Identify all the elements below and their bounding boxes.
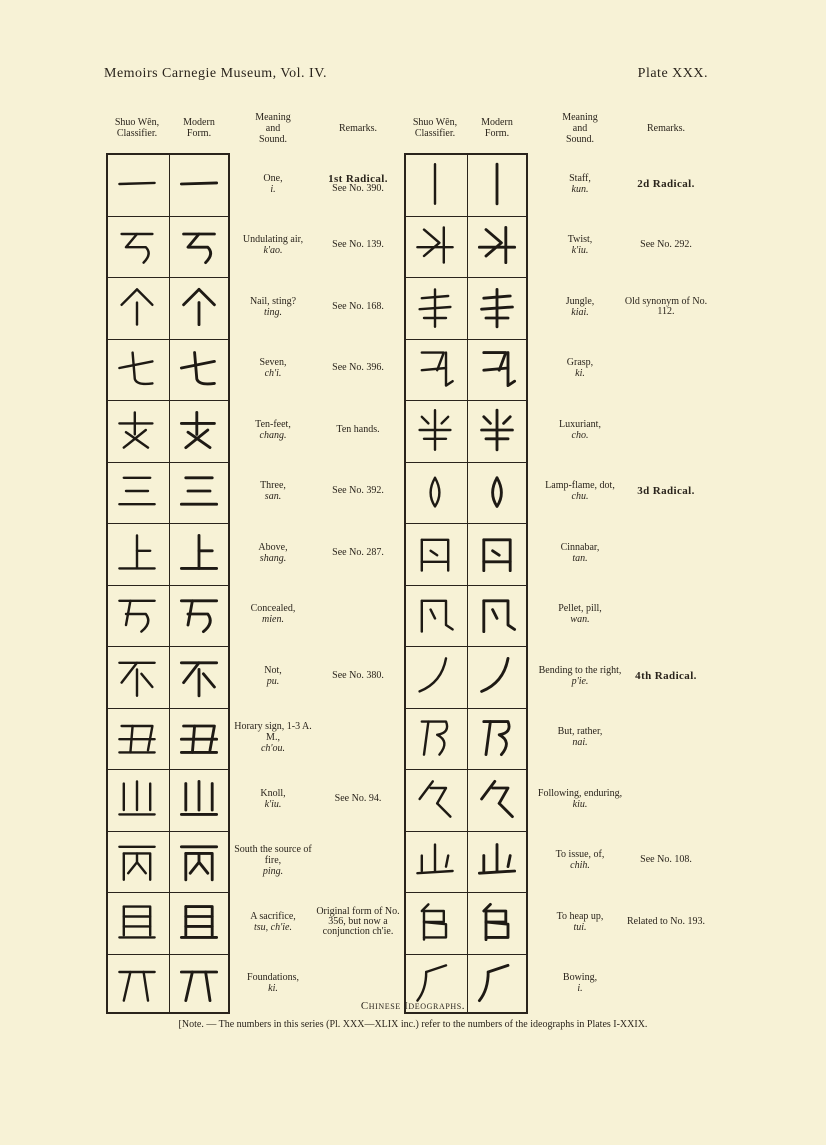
meaning-and-sound	[536, 584, 624, 646]
meaning: Jungle,	[565, 295, 595, 307]
sound: chih.	[570, 860, 590, 872]
remark-text: See No. 392.	[332, 485, 384, 497]
meaning: Ten-feet,	[255, 418, 291, 430]
remark	[314, 645, 402, 707]
remark-text: See No. 94.	[334, 792, 382, 804]
modern-glyph	[168, 153, 230, 215]
meaning: A sacrifice,	[250, 910, 296, 922]
remark-text: Ten hands.	[336, 423, 380, 435]
sound: mien.	[262, 614, 284, 626]
sound: k'ao.	[263, 245, 283, 257]
shuo-wen-glyph	[404, 707, 466, 769]
shuo-wen-glyph	[106, 522, 168, 584]
meaning: Staff,	[569, 172, 591, 184]
sound: i.	[270, 183, 276, 195]
column-header: Shuo Wên, Classifier.	[412, 117, 458, 139]
modern-glyph	[168, 276, 230, 338]
sound: p'ie.	[571, 675, 589, 687]
remark-text: 1st Radical.	[328, 172, 388, 185]
meaning-and-sound	[230, 338, 316, 400]
shuo-wen-glyph	[404, 522, 466, 584]
sound: ki.	[575, 368, 585, 380]
plate-number: Plate XXX.	[637, 66, 708, 81]
remark-text: See No. 287.	[332, 546, 384, 558]
shuo-wen-glyph	[106, 768, 168, 830]
remark	[314, 153, 402, 215]
shuo-wen-glyph	[106, 461, 168, 523]
column-header: Shuo Wên, Classifier.	[114, 117, 160, 139]
shuo-wen-glyph	[404, 830, 466, 892]
meaning-and-sound	[536, 215, 624, 277]
meaning: Three,	[260, 480, 286, 492]
meaning: But, rather,	[557, 726, 603, 738]
meaning-and-sound	[536, 153, 624, 215]
remark	[618, 891, 714, 953]
sound: nai.	[572, 737, 588, 749]
meaning-and-sound	[230, 215, 316, 277]
sound: chu.	[571, 491, 589, 503]
sound: i.	[577, 983, 583, 995]
shuo-wen-glyph	[106, 584, 168, 646]
meaning: Undulating air,	[242, 234, 304, 246]
meaning: Following, enduring,	[537, 787, 623, 799]
sound: tsu, ch'ie.	[254, 921, 292, 933]
modern-glyph	[168, 830, 230, 892]
shuo-wen-glyph	[106, 645, 168, 707]
shuo-wen-glyph	[404, 768, 466, 830]
modern-glyph	[168, 522, 230, 584]
meaning-and-sound	[230, 584, 316, 646]
modern-glyph	[466, 891, 528, 953]
sound: ch'ou.	[260, 742, 286, 754]
remark-text: See No. 168.	[332, 300, 384, 312]
meaning: Knoll,	[260, 787, 286, 799]
remark-text: Original form of No. 356, but now a conjunction ch'ie.	[316, 905, 400, 937]
shuo-wen-glyph	[404, 953, 466, 1015]
remark	[314, 461, 402, 523]
modern-glyph	[168, 645, 230, 707]
plate-note: [Note. — The numbers in this series (Pl. XXX—XLIX inc.) refer to the numbers of the ideographs in Plates I-XXIX.	[178, 1019, 648, 1030]
shuo-wen-glyph	[106, 276, 168, 338]
modern-glyph	[168, 584, 230, 646]
shuo-wen-glyph	[404, 461, 466, 523]
modern-glyph	[168, 891, 230, 953]
shuo-wen-glyph	[106, 215, 168, 277]
column-header: Remarks.	[338, 122, 378, 134]
modern-glyph	[168, 399, 230, 461]
sound: pu.	[266, 675, 280, 687]
modern-glyph	[168, 707, 230, 769]
modern-glyph	[168, 215, 230, 277]
meaning: Lamp-flame, dot,	[545, 480, 615, 492]
sound: cho.	[571, 429, 589, 441]
column-header: Modern Form.	[481, 117, 513, 139]
meaning-and-sound	[536, 338, 624, 400]
shuo-wen-glyph	[106, 153, 168, 215]
meaning-and-sound	[536, 461, 624, 523]
shuo-wen-glyph	[106, 891, 168, 953]
page-header	[104, 66, 708, 90]
shuo-wen-glyph	[404, 584, 466, 646]
sound: shang.	[259, 552, 287, 564]
column-header: Meaning and Sound.	[255, 111, 291, 145]
modern-glyph	[466, 338, 528, 400]
meaning-and-sound	[230, 276, 316, 338]
meaning-and-sound	[536, 707, 624, 769]
remark	[314, 215, 402, 277]
shuo-wen-glyph	[106, 953, 168, 1015]
remark	[314, 276, 402, 338]
meaning-and-sound	[230, 768, 316, 830]
modern-glyph	[466, 953, 528, 1015]
shuo-wen-glyph	[404, 215, 466, 277]
modern-glyph	[466, 461, 528, 523]
remark-text: 3d Radical.	[637, 485, 695, 498]
remark	[314, 891, 402, 953]
remark	[618, 461, 714, 523]
meaning-and-sound	[536, 645, 624, 707]
modern-glyph	[466, 215, 528, 277]
remark	[314, 768, 402, 830]
modern-glyph	[466, 768, 528, 830]
meaning-and-sound	[536, 953, 624, 1015]
sound: kun.	[571, 183, 589, 195]
meaning-and-sound	[536, 768, 624, 830]
shuo-wen-glyph	[404, 645, 466, 707]
sound: san.	[264, 491, 282, 503]
meaning: Bowing,	[562, 972, 598, 984]
remark	[314, 338, 402, 400]
remark-text: Related to No. 193.	[626, 915, 706, 927]
meaning: To heap up,	[556, 910, 604, 922]
remark-text: See No. 396.	[332, 362, 384, 374]
sound: ping.	[262, 865, 284, 877]
modern-glyph	[168, 461, 230, 523]
modern-glyph	[466, 645, 528, 707]
meaning-and-sound	[230, 891, 316, 953]
meaning: Horary sign, 1-3 A. M.,	[234, 720, 312, 743]
meaning-and-sound	[230, 830, 316, 892]
shuo-wen-glyph	[404, 399, 466, 461]
meaning: One,	[263, 172, 283, 184]
sound: wan.	[570, 614, 590, 626]
meaning-and-sound	[230, 953, 316, 1015]
modern-glyph	[466, 153, 528, 215]
meaning-and-sound	[536, 830, 624, 892]
remark	[314, 399, 402, 461]
sound: ch'i.	[264, 368, 282, 380]
remark	[618, 153, 714, 215]
sound: chang.	[259, 429, 287, 441]
meaning-and-sound	[536, 276, 624, 338]
sound: tui.	[573, 921, 587, 933]
sound: k'iu.	[571, 245, 589, 257]
remark-text: See No. 292.	[640, 239, 692, 251]
modern-glyph	[466, 399, 528, 461]
meaning-and-sound	[230, 461, 316, 523]
shuo-wen-glyph	[404, 276, 466, 338]
shuo-wen-glyph	[404, 891, 466, 953]
modern-glyph	[168, 953, 230, 1015]
meaning: Concealed,	[250, 603, 296, 615]
shuo-wen-glyph	[106, 399, 168, 461]
meaning-and-sound	[230, 153, 316, 215]
column-header: Meaning and Sound.	[562, 111, 598, 145]
meaning-and-sound	[230, 522, 316, 584]
modern-glyph	[168, 768, 230, 830]
remark-text: Old synonym of No. 112.	[624, 295, 708, 317]
column-header: Modern Form.	[183, 117, 215, 139]
remark-text: See No. 139.	[332, 239, 384, 251]
meaning: Foundations,	[247, 972, 299, 984]
meaning: Above,	[258, 541, 288, 553]
modern-glyph	[466, 276, 528, 338]
meaning-and-sound	[230, 645, 316, 707]
shuo-wen-glyph	[106, 338, 168, 400]
meaning-and-sound	[230, 399, 316, 461]
remark-text: 4th Radical.	[635, 669, 697, 682]
meaning: Grasp,	[566, 357, 594, 369]
remark	[618, 645, 714, 707]
meaning-and-sound	[230, 707, 316, 769]
remark-text: 2d Radical.	[637, 177, 695, 190]
meaning: Bending to the right,	[538, 664, 622, 676]
sound: k'iu.	[264, 798, 282, 810]
meaning: South the source of fire,	[234, 843, 312, 866]
meaning-and-sound	[536, 399, 624, 461]
modern-glyph	[466, 584, 528, 646]
meaning: To issue, of,	[555, 849, 605, 861]
remark	[618, 276, 714, 338]
meaning: Twist,	[567, 234, 593, 246]
running-title: Memoirs Carnegie Museum, Vol. IV.	[104, 66, 327, 81]
meaning: Pellet, pill,	[558, 603, 602, 615]
meaning-and-sound	[536, 891, 624, 953]
remark	[618, 830, 714, 892]
modern-glyph	[466, 522, 528, 584]
remark	[618, 215, 714, 277]
modern-glyph	[168, 338, 230, 400]
meaning: Seven,	[259, 357, 287, 369]
meaning: Not,	[264, 664, 282, 676]
remark-text: See No. 108.	[640, 854, 692, 866]
meaning: Luxuriant,	[559, 418, 601, 430]
modern-glyph	[466, 830, 528, 892]
remark	[314, 522, 402, 584]
remark-reference: See No. 390.	[332, 182, 384, 194]
plate-caption: Chinese Ideographs.	[360, 1000, 466, 1012]
sound: tan.	[572, 552, 588, 564]
sound: ki.	[268, 983, 278, 995]
sound: kiu.	[572, 798, 588, 810]
modern-glyph	[466, 707, 528, 769]
sound: ting.	[263, 306, 283, 318]
meaning: Cinnabar,	[560, 541, 600, 553]
shuo-wen-glyph	[404, 153, 466, 215]
column-header: Remarks.	[646, 122, 686, 134]
meaning: Nail, sting?	[249, 295, 297, 307]
remark-text: See No. 380.	[332, 669, 384, 681]
sound: kiai.	[571, 306, 589, 318]
shuo-wen-glyph	[106, 707, 168, 769]
shuo-wen-glyph	[106, 830, 168, 892]
meaning-and-sound	[536, 522, 624, 584]
shuo-wen-glyph	[404, 338, 466, 400]
